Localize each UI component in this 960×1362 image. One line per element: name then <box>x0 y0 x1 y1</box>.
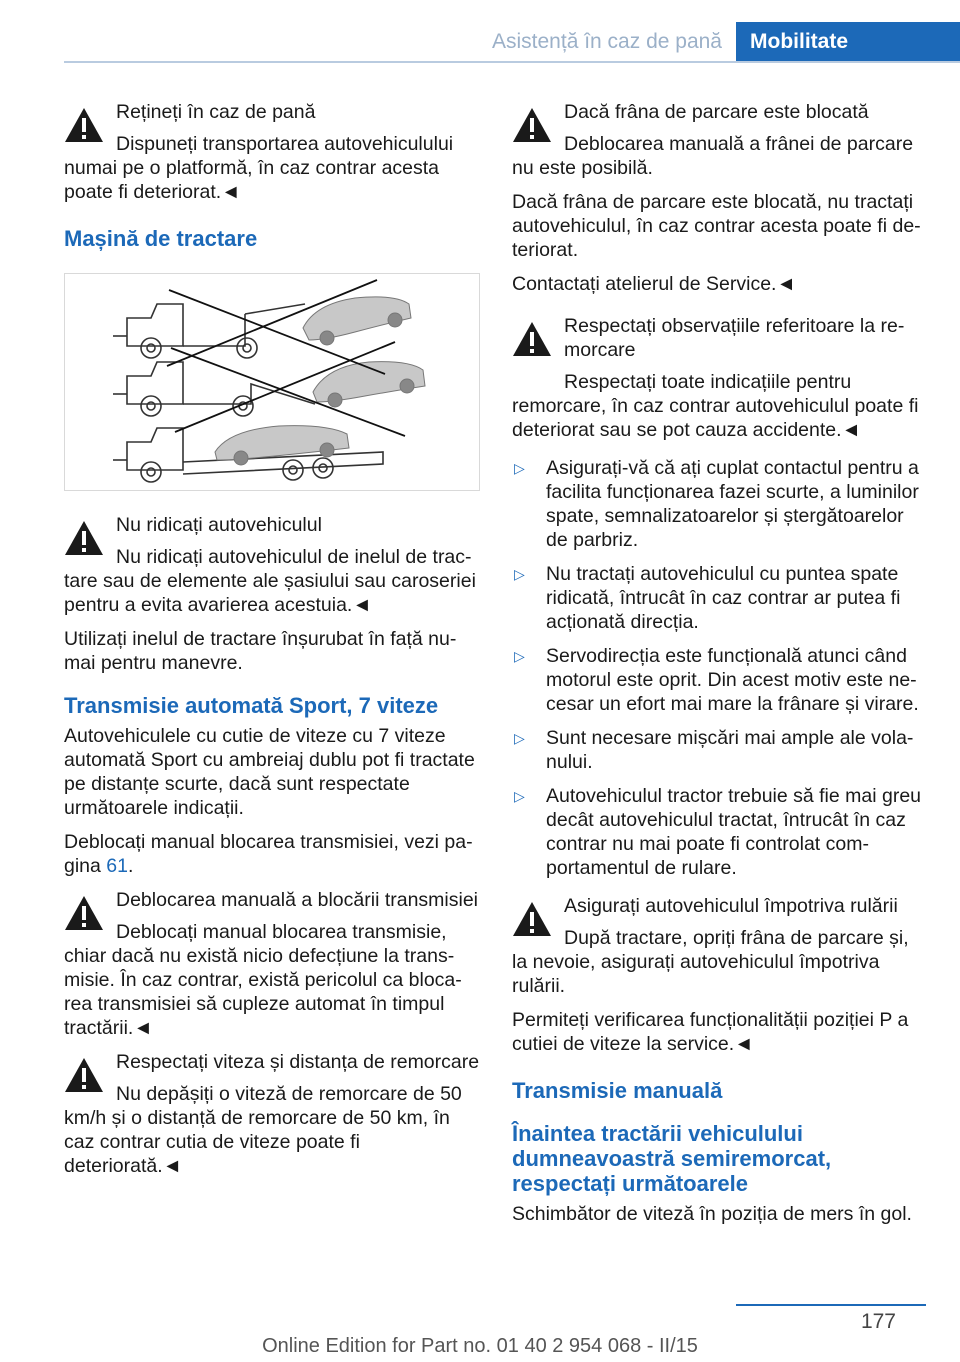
warning-triangle-icon <box>512 901 552 937</box>
warning-title: Deblocarea manuală a blocării transmisiei <box>116 889 479 911</box>
list-item-text: Autovehiculul tractor trebuie să fie mai greu decât autovehiculul tractat, întrucât în caz contrar nu mai poate fi controlat comportamentul de rulare. <box>546 785 922 879</box>
paragraph: Schimbător de viteză în poziția de mers în gol. <box>512 1203 912 1225</box>
warning-body: Nu ridicați autovehiculul de inelul de tractare sau de elemente ale șasiului sau caroseriei pentru a evita avarierea acestuia.◄ <box>64 546 476 616</box>
warning-body: Respectați toate indicațiile pentru remorcare, în caz contrar autovehiculul poate fi deteriorat sau se pot cauza accidente.◄ <box>512 371 919 441</box>
warning-block <box>64 513 480 617</box>
section-heading: Mașină de tractare <box>64 226 258 251</box>
page-reference-link[interactable]: 61 <box>106 855 128 877</box>
list-item <box>512 456 928 552</box>
footer-edition-text: Online Edition for Part no. 01 40 2 954 068 - II/15 <box>262 1335 698 1357</box>
bullet-arrow-icon: ▷ <box>514 648 525 664</box>
page-number-rule <box>736 1304 926 1306</box>
bullet-list <box>512 456 928 880</box>
section-heading: Transmisie manuală <box>512 1078 723 1103</box>
header-section-title: Asistență în caz de pană <box>492 30 722 53</box>
paragraph: Dacă frâna de parcare este blocată, nu tractați autovehiculul, în caz contrar acesta poate fi deteriorat. <box>512 191 921 261</box>
list-item <box>512 562 928 634</box>
warning-body: Deblocați manual blocarea transmisie, chiar dacă nu există nicio defecțiune la transmisie. În caz contrar, există pericolul ca blocarea transmisiei să cupleze automat în timpul tractării.◄ <box>64 921 462 1039</box>
warning-block <box>64 1050 480 1178</box>
warning-body: Dispuneți transportarea autovehiculului numai pe o platformă, în caz contrar acesta poate fi deteriorat.◄ <box>64 133 454 203</box>
section-heading: Transmisie automată Sport, 7 viteze <box>64 693 439 718</box>
warning-block <box>512 314 928 442</box>
header-divider <box>64 61 960 63</box>
right-column <box>512 100 928 1236</box>
warning-block <box>64 888 480 1040</box>
warning-body: Nu depășiți o viteză de remorcare de 50 km/h și o distanță de remorcare de 50 km, în caz contrar cutia de viteze poate fi deteriorată.◄ <box>64 1083 462 1177</box>
paragraph: Autovehiculele cu cutie de viteze cu 7 viteze automată Sport cu ambreiaj dublu pot fi tractate pe distanțe scurte, dacă sunt respectate următoarele indicații. <box>64 725 475 819</box>
list-item-text: Sunt necesare mișcări mai ample ale volanului. <box>546 727 914 773</box>
warning-body: Deblocarea manuală a frânei de parcare nu este posibilă. <box>512 133 914 179</box>
paragraph: Contactați atelierul de Service.◄ <box>512 273 796 295</box>
warning-title: Respectați observațiile referitoare la remorcare <box>564 315 905 361</box>
warning-title: Dacă frâna de parcare este blocată <box>564 101 869 123</box>
tow-trucks-figure <box>65 274 481 492</box>
page-number: 177 <box>860 1310 896 1333</box>
warning-triangle-icon <box>64 520 104 556</box>
paragraph-end: . <box>128 855 134 877</box>
warning-title: Nu ridicați autovehiculul <box>116 514 322 536</box>
header-chapter-tab[interactable]: Mobilitate <box>736 22 960 62</box>
list-item <box>512 644 928 716</box>
list-item <box>512 784 928 880</box>
towing-illustration <box>64 273 480 491</box>
paragraph: Permiteți verificarea funcționalității poziției P a cutiei de viteze la service.◄ <box>512 1009 909 1055</box>
warning-block <box>64 100 480 204</box>
bullet-arrow-icon: ▷ <box>514 460 525 476</box>
bullet-arrow-icon: ▷ <box>514 730 525 746</box>
warning-triangle-icon <box>64 895 104 931</box>
warning-triangle-icon <box>512 107 552 143</box>
list-item-text: Asigurați-vă că ați cuplat contactul pentru a facilita funcționarea fazei scurte, a luminilor spate, semnalizatoarelor și ștergătoarelor de parbriz. <box>546 457 919 551</box>
list-item-text: Servodirecția este funcțională atunci când motorul este oprit. Din acest motiv este necesar un efort mai mare la frânare și virare. <box>546 645 919 715</box>
paragraph-text: Deblocați manual blocarea transmisiei, vezi pagina <box>64 831 473 877</box>
warning-title: Asigurați autovehiculul împotriva rulării <box>564 895 898 917</box>
bullet-arrow-icon: ▷ <box>514 566 525 582</box>
warning-block <box>512 100 928 180</box>
bullet-arrow-icon: ▷ <box>514 788 525 804</box>
list-item <box>512 726 928 774</box>
warning-triangle-icon <box>64 107 104 143</box>
warning-body: După tractare, opriți frâna de parcare și, la nevoie, asigurați autovehiculul împotriva rulării. <box>512 927 909 997</box>
paragraph-with-link <box>64 830 480 878</box>
paragraph: Utilizați inelul de tractare înșurubat în față numai pentru manevre. <box>64 628 457 674</box>
warning-title: Rețineți în caz de pană <box>116 101 316 123</box>
warning-title: Respectați viteza și distanța de remorcare <box>116 1051 480 1073</box>
warning-block <box>512 894 928 998</box>
left-column <box>64 100 480 1188</box>
list-item-text: Nu tractați autovehiculul cu puntea spate ridicată, întrucât în caz contrar ar putea fi acționată direcția. <box>546 563 901 633</box>
subsection-heading: Înaintea tractării vehiculului dumneavoastră semiremorcat, respectați următoarele <box>512 1121 832 1196</box>
warning-triangle-icon <box>512 321 552 357</box>
warning-triangle-icon <box>64 1057 104 1093</box>
